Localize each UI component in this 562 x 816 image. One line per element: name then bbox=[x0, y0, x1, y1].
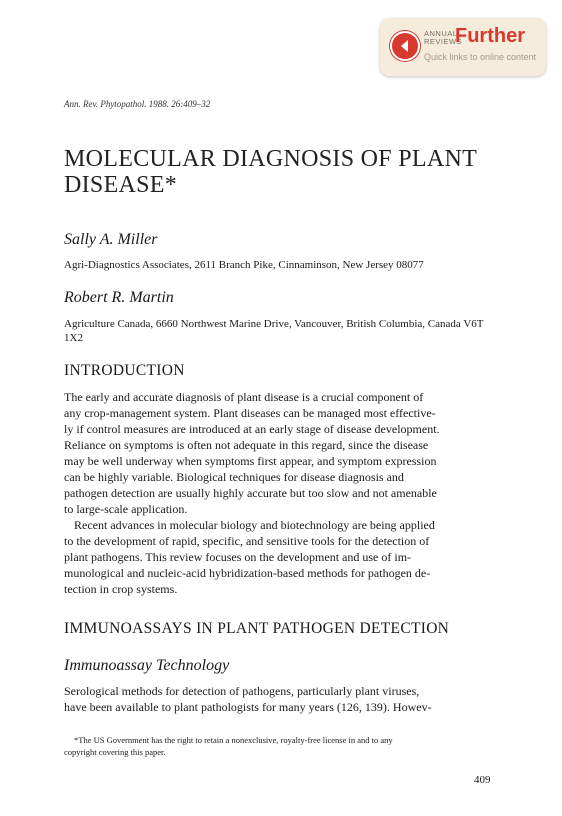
intro-paragraph-1: The early and accurate diagnosis of plant disease is a crucial component of any crop-management system. Plant diseases can be managed most effective- ly if control measures are introduced at an early stage of disease development. Reliance on symptoms is often not adequate in this regard, since the disease may be well underway when symptoms first appear, and symptom expression can be highly variable. Biological techniques for disease diagnosis and pathogen detection are usually highly accurate but too slow and not amenable to large-scale application. bbox=[64, 390, 440, 516]
author-affiliation-1: Agri-Diagnostics Associates, 2611 Branch Pike, Cinnaminson, New Jersey 08077 bbox=[64, 259, 424, 271]
badge-subtitle: Quick links to online content bbox=[424, 52, 537, 62]
section-heading-immunoassays: IMMUNOASSAYS IN PLANT PATHOGEN DETECTION bbox=[64, 620, 450, 637]
subsection-heading-immunoassay-technology: Immunoassay Technology bbox=[64, 657, 230, 674]
footnote: *The US Government has the right to retain a nonexclusive, royalty-free license in and to any copyright covering this paper. bbox=[64, 735, 393, 757]
section-heading-introduction: INTRODUCTION bbox=[64, 362, 185, 379]
play-arrow-icon bbox=[390, 31, 420, 61]
badge-annual-reviews-label: ANNUAL REVIEWS bbox=[424, 29, 463, 46]
journal-reference: Ann. Rev. Phytopathol. 1988. 26:409–32 bbox=[64, 99, 211, 109]
paper-title: MOLECULAR DIAGNOSIS OF PLANT DISEASE* bbox=[64, 146, 477, 198]
page-number: 409 bbox=[474, 774, 491, 786]
annual-reviews-further-badge[interactable] bbox=[380, 18, 546, 76]
immunoassay-paragraph-1: Serological methods for detection of pathogens, particularly plant viruses, have been available to plant pathologists for many years (126, 139). Howev- bbox=[64, 684, 432, 714]
badge-further-label: Further bbox=[455, 25, 525, 47]
author-affiliation-2: Agriculture Canada, 6660 Northwest Marine Drive, Vancouver, British Columbia, Canada V6T 1X2 bbox=[64, 318, 484, 344]
author-name-1: Sally A. Miller bbox=[64, 231, 158, 248]
author-name-2: Robert R. Martin bbox=[64, 289, 174, 306]
intro-paragraph-2: Recent advances in molecular biology and biotechnology are being applied to the development of rapid, specific, and sensitive tools for the detection of plant pathogens. This review focuses on the development and use of im- munological and nucleic-acid hybridization-based methods for pathogen de- tection in crop systems. bbox=[64, 518, 435, 596]
